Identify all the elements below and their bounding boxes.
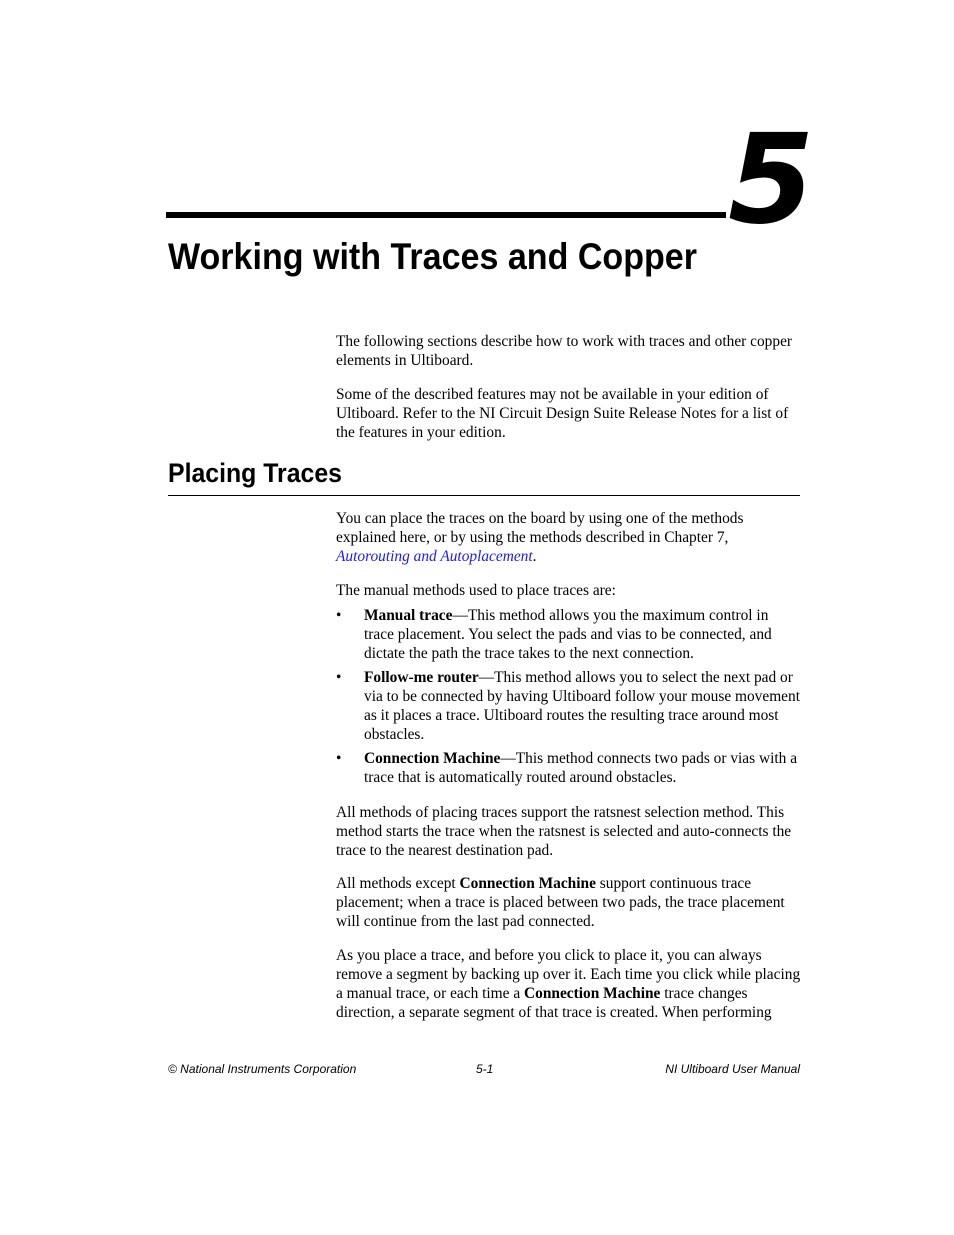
section-paragraph-4: All methods except Connection Machine support continuous trace placement; when a trace is placed between two pads, the trace placement will continue from the last pad connected. bbox=[336, 875, 785, 930]
chapter-number: 5 bbox=[728, 108, 811, 252]
chapter-7-link[interactable]: Autorouting and Autoplacement bbox=[336, 548, 533, 565]
list-item: • Manual trace—This method allows you the maximum control in trace placement. You select the pads and vias to be connected, and dictate the path the trace takes to the next connection. bbox=[336, 606, 802, 663]
list-item: • Connection Machine—This method connects two pads or vias with a trace that is automatically routed around obstacles. bbox=[336, 749, 802, 787]
methods-list bbox=[336, 606, 802, 787]
list-item: • Follow-me router—This method allows you to select the next pad or via to be connected by having Ultiboard follow your mouse movement as it places a trace. Ultiboard routes the resulting trace around most obstacles. bbox=[336, 668, 802, 744]
chapter-title: Working with Traces and Copper bbox=[168, 236, 697, 277]
section-paragraph-2: The manual methods used to place traces are: bbox=[336, 582, 616, 599]
footer-manual-title: NI Ultiboard User Manual bbox=[665, 1062, 800, 1076]
section-paragraph-1: You can place the traces on the board by using one of the methods explained here, or by using the methods described in Chapter 7, Autorouting and Autoplacement. bbox=[336, 510, 744, 565]
intro-paragraph-1: The following sections describe how to work with traces and other copper elements in Ultiboard. bbox=[336, 333, 793, 369]
footer-page-number: 5-1 bbox=[476, 1062, 494, 1076]
section-rule bbox=[168, 495, 800, 496]
intro-paragraph-2: Some of the described features may not be available in your edition of Ultiboard. Refer to the NI Circuit Design Suite Release Notes for a list of the features in your edition. bbox=[336, 386, 789, 441]
section-paragraph-5: As you place a trace, and before you click to place it, you can always remove a segment by backing up over it. Each time you click while placing a manual trace, or each time a Connection Machine trace changes direction, a separate segment of that trace is created. When performing bbox=[336, 947, 801, 1021]
section-title: Placing Traces bbox=[168, 458, 342, 488]
footer-copyright: © National Instruments Corporation bbox=[168, 1062, 357, 1076]
section-paragraph-3: All methods of placing traces support the ratsnest selection method. This method starts the trace when the ratsnest is selected and auto-connects the trace to the nearest destination pad. bbox=[336, 804, 792, 859]
chapter-rule bbox=[166, 212, 726, 218]
